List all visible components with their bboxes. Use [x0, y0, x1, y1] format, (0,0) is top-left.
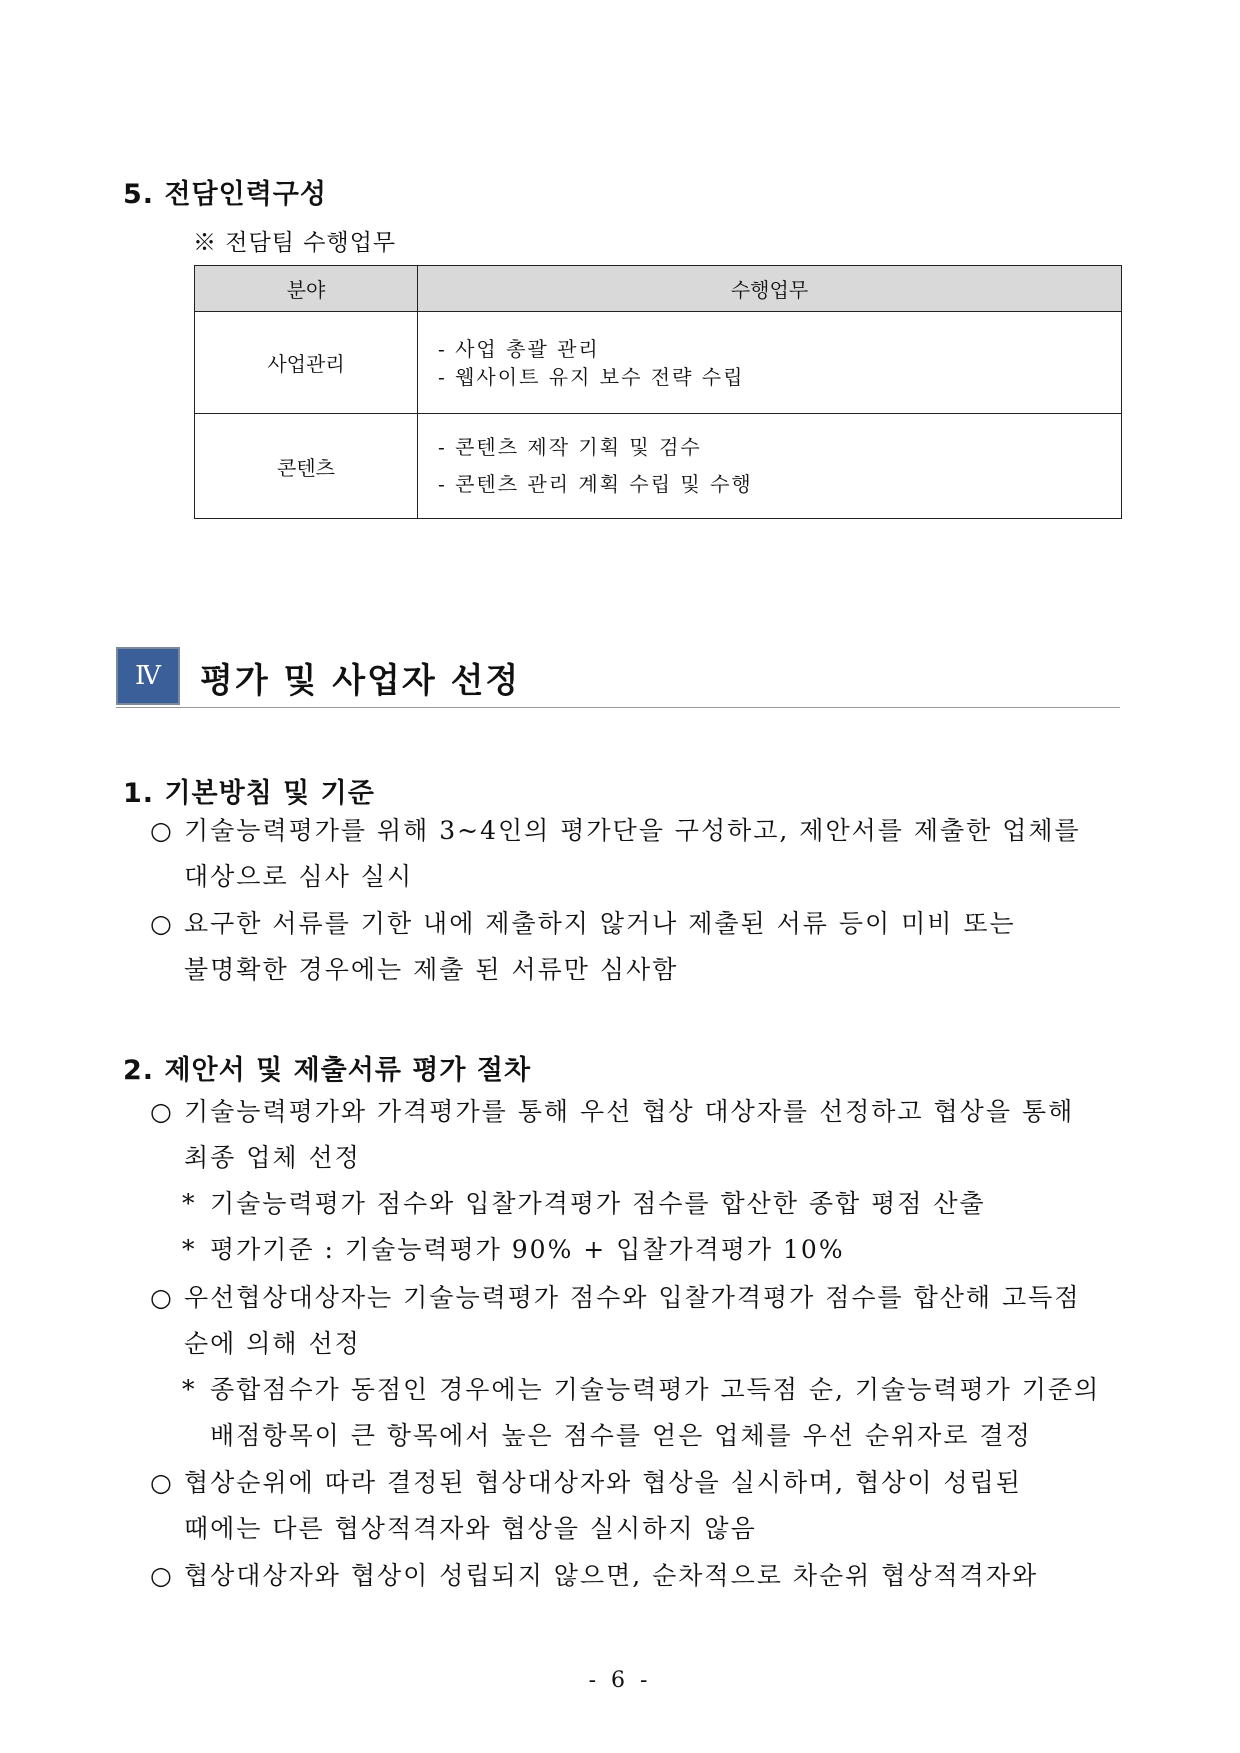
page-number: - 6 -: [588, 1668, 652, 1693]
row-field: 콘텐츠: [195, 414, 418, 519]
bullet-mark: ○: [150, 1097, 174, 1126]
header-tasks: 수행업무: [418, 266, 1122, 312]
note-line: 평가기준 : 기술능력평가 90% + 입찰가격평가 10%: [210, 1235, 845, 1264]
note-line: 배점항목이 큰 항목에서 높은 점수를 얻은 업체를 우선 순위자로 결정: [210, 1421, 1032, 1450]
row-field: 사업관리: [195, 312, 418, 414]
bullet-line: 요구한 서류를 기한 내에 제출하지 않거나 제출된 서류 등이 미비 또는: [184, 909, 1016, 938]
row-tasks: [418, 312, 1122, 414]
duty-table: [194, 265, 1122, 519]
chapter-heading: [116, 647, 1120, 708]
table-row: [195, 414, 1122, 519]
bullet-mark: ○: [150, 909, 174, 938]
section5-note: ※ 전담팀 수행업무: [193, 230, 397, 256]
bullet-line: 우선협상대상자는 기술능력평가 점수와 입찰가격평가 점수를 합산해 고득점: [184, 1283, 1081, 1312]
task-item: - 사업 총괄 관리: [438, 336, 600, 361]
bullet-line: 불명확한 경우에는 제출 된 서류만 심사함: [184, 955, 679, 984]
task-item: - 콘텐츠 관리 계획 수립 및 수행: [438, 472, 753, 496]
row-tasks: [418, 414, 1122, 519]
bullet-line: 협상순위에 따라 결정된 협상대상자와 협상을 실시하며, 협상이 성립된: [184, 1468, 1022, 1497]
bullet-line: 최종 업체 선정: [184, 1143, 361, 1172]
bullet-line: 때에는 다른 협상적격자와 협상을 실시하지 않음: [184, 1514, 757, 1543]
section5-title: 5. 전담인력구성: [123, 179, 327, 210]
bullet-line: 기술능력평가와 가격평가를 통해 우선 협상 대상자를 선정하고 협상을 통해: [184, 1097, 1075, 1126]
bullet-mark: ○: [150, 816, 174, 845]
sub2-title: 2. 제안서 및 제출서류 평가 절차: [123, 1055, 532, 1086]
bullet-line: 협상대상자와 협상이 성립되지 않으면, 순차적으로 차순위 협상적격자와: [184, 1561, 1039, 1590]
note-line: 종합점수가 동점인 경우에는 기술능력평가 고득점 순, 기술능력평가 기준의: [210, 1375, 1101, 1404]
table-row: [195, 312, 1122, 414]
chapter-title: 평가 및 사업자 선정: [200, 661, 521, 701]
header-field: 분야: [195, 266, 418, 312]
bullet-mark: ○: [150, 1283, 174, 1312]
table-header-row: [195, 266, 1122, 312]
note-mark: *: [182, 1375, 197, 1404]
task-item: - 콘텐츠 제작 기획 및 검수: [438, 435, 702, 459]
note-mark: *: [182, 1189, 197, 1218]
bullet-line: 순에 의해 선정: [184, 1329, 361, 1358]
bullet-line: 기술능력평가를 위해 3~4인의 평가단을 구성하고, 제안서를 제출한 업체를: [184, 816, 1081, 845]
note-mark: *: [182, 1235, 197, 1264]
chapter-number-badge: Ⅳ: [116, 647, 180, 705]
bullet-mark: ○: [150, 1561, 174, 1590]
bullet-line: 대상으로 심사 실시: [184, 862, 414, 891]
task-item: - 웹사이트 유지 보수 전략 수립: [438, 364, 745, 389]
sub1-title: 1. 기본방침 및 기준: [123, 778, 375, 809]
note-line: 기술능력평가 점수와 입찰가격평가 점수를 합산한 종합 평점 산출: [210, 1189, 986, 1218]
bullet-mark: ○: [150, 1468, 174, 1497]
